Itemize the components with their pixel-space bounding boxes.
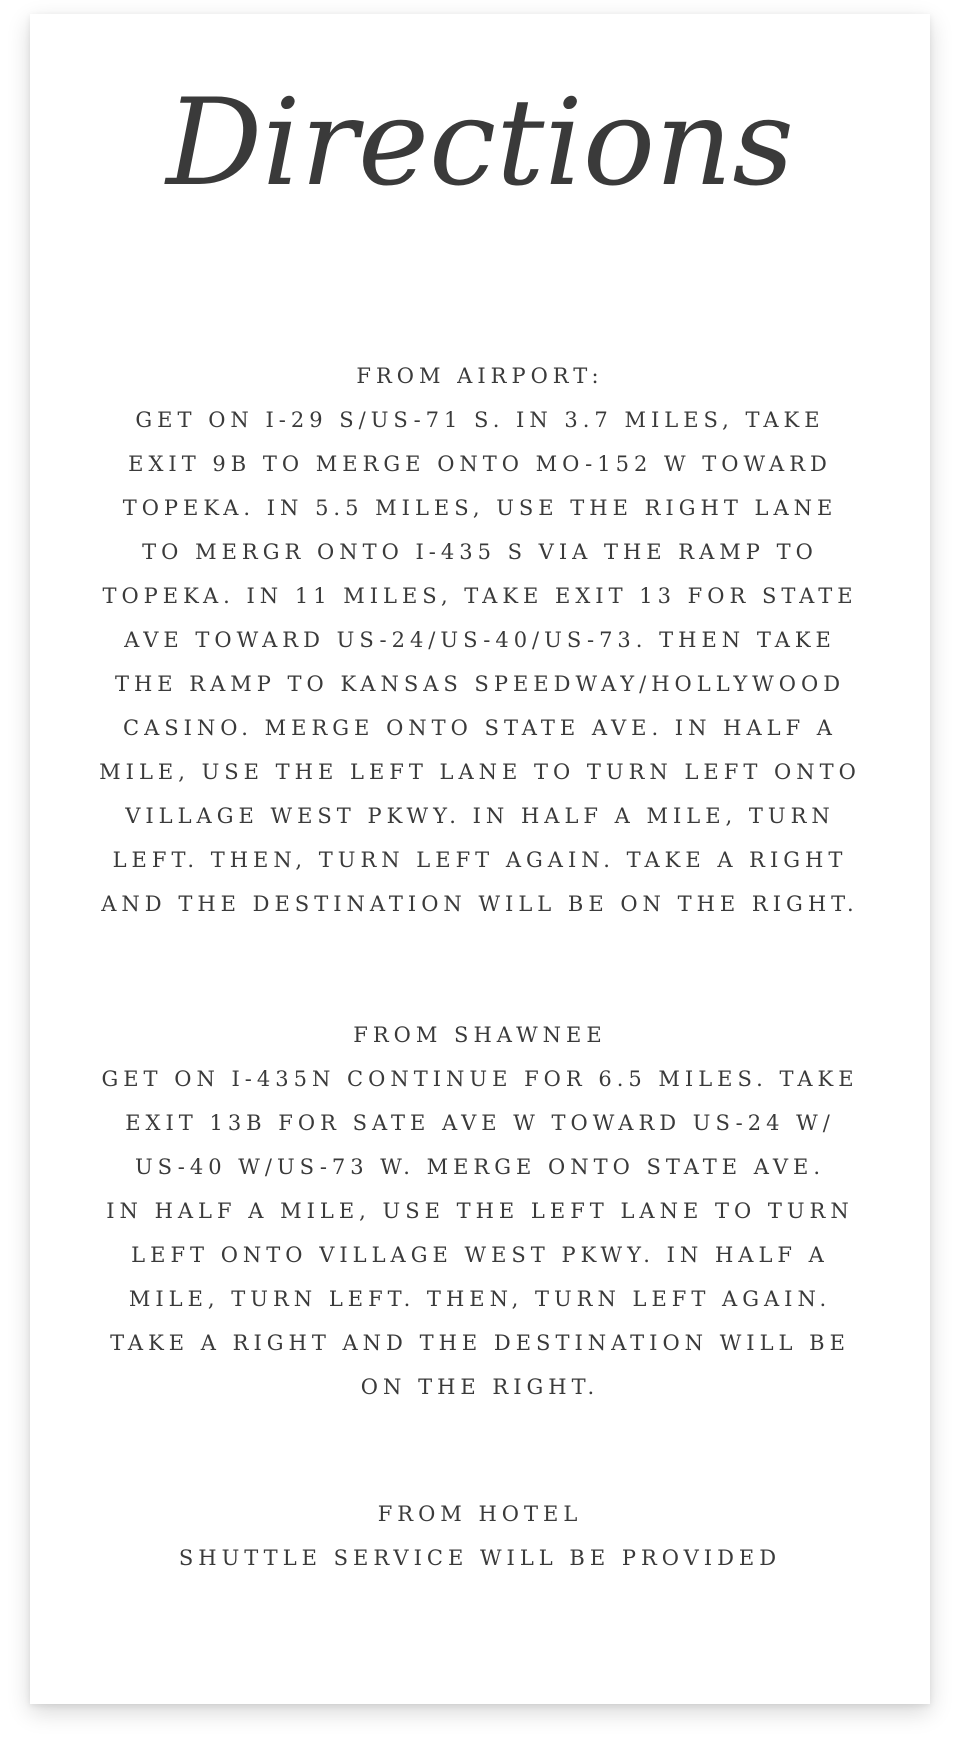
airport-line: CASINO. MERGE ONTO STATE AVE. IN HALF A: [123, 716, 837, 740]
section-heading-hotel: FROM HOTEL: [377, 1502, 583, 1526]
airport-line: TO MERGR ONTO I-435 S VIA THE RAMP TO: [142, 540, 818, 564]
section-heading-shawnee: FROM SHAWNEE: [353, 1023, 607, 1047]
section-from-airport: [30, 354, 930, 926]
airport-line: EXIT 9B TO MERGE ONTO MO-152 W TOWARD: [128, 452, 832, 476]
section-from-shawnee: [30, 1013, 930, 1409]
shawnee-line: IN HALF A MILE, USE THE LEFT LANE TO TURN: [106, 1199, 854, 1223]
directions-card: [30, 14, 930, 1704]
shawnee-line: US-40 W/US-73 W. MERGE ONTO STATE AVE.: [134, 1155, 826, 1179]
section-from-hotel: [30, 1492, 930, 1580]
airport-line: LEFT. THEN, TURN LEFT AGAIN. TAKE A RIGHT: [112, 848, 848, 872]
shawnee-line: MILE, TURN LEFT. THEN, TURN LEFT AGAIN.: [128, 1287, 832, 1311]
airport-line: MILE, USE THE LEFT LANE TO TURN LEFT ONTO: [99, 760, 861, 784]
airport-line: AND THE DESTINATION WILL BE ON THE RIGHT.: [101, 892, 859, 916]
airport-line: THE RAMP TO KANSAS SPEEDWAY/HOLLYWOOD: [114, 672, 846, 696]
airport-line: TOPEKA. IN 11 MILES, TAKE EXIT 13 FOR STATE: [102, 584, 858, 608]
title-area: [30, 44, 930, 244]
airport-line: VILLAGE WEST PKWY. IN HALF A MILE, TURN: [125, 804, 835, 828]
section-heading-airport: FROM AIRPORT:: [356, 364, 604, 388]
shawnee-line: GET ON I-435N CONTINUE FOR 6.5 MILES. TAKE: [101, 1067, 859, 1091]
hotel-line: SHUTTLE SERVICE WILL BE PROVIDED: [178, 1546, 782, 1570]
airport-line: AVE TOWARD US-24/US-40/US-73. THEN TAKE: [124, 628, 836, 652]
shawnee-line: ON THE RIGHT.: [360, 1375, 600, 1399]
shawnee-line: EXIT 13B FOR SATE AVE W TOWARD US-24 W/: [125, 1111, 835, 1135]
shawnee-line: LEFT ONTO VILLAGE WEST PKWY. IN HALF A: [131, 1243, 829, 1267]
title-text: Directions: [166, 74, 794, 213]
directions-title: [166, 44, 794, 244]
airport-line: TOPEKA. IN 5.5 MILES, USE THE RIGHT LANE: [122, 496, 838, 520]
shawnee-line: TAKE A RIGHT AND THE DESTINATION WILL BE: [110, 1331, 850, 1355]
airport-line: GET ON I-29 S/US-71 S. IN 3.7 MILES, TAKE: [135, 408, 825, 432]
